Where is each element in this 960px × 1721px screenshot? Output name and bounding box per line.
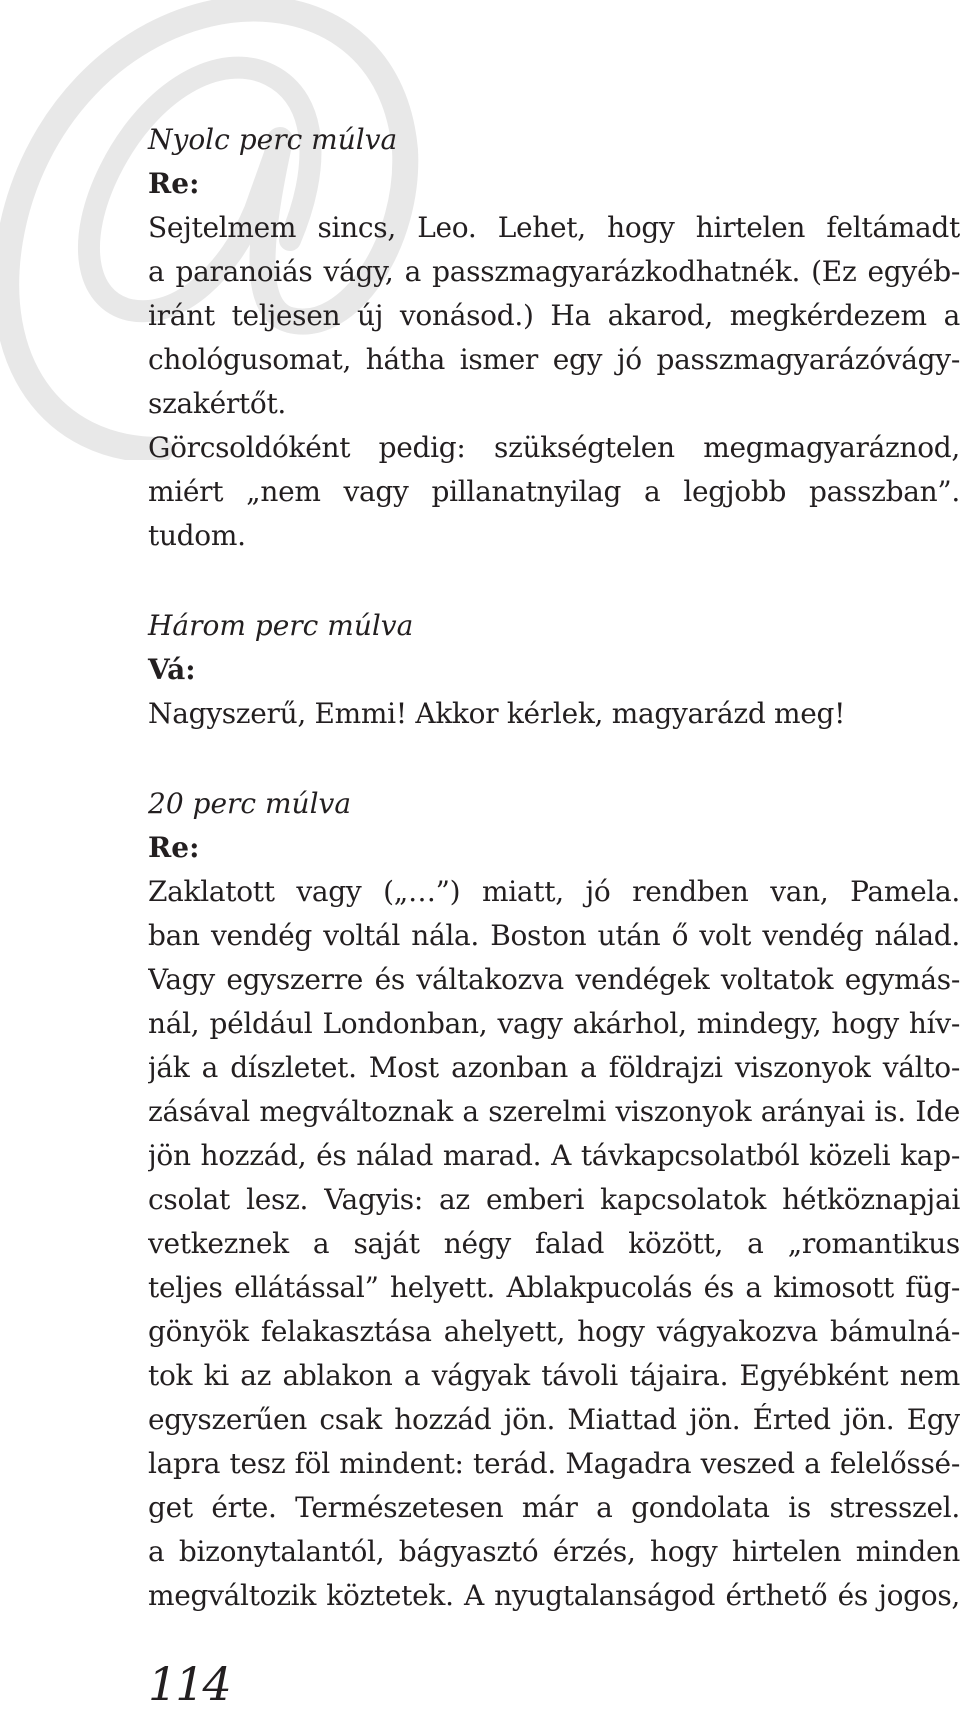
message-line: zásával megváltoznak a szerelmi viszonyok arányai is. Ide — [148, 1095, 960, 1128]
message-line: vetkeznek a saját négy falad között, a „romantikus — [148, 1227, 960, 1260]
message-line: Görcsoldóként pedig: szükségtelen megmagyaráznod, — [148, 431, 960, 464]
message-line: Zaklatott vagy („…”) miatt, jó rendben van, Pamela. — [148, 875, 960, 908]
message-line: lapra tesz föl mindent: terád. Magadra veszed a felelőssé- — [148, 1447, 960, 1480]
message-line: szakértőt. — [148, 387, 286, 420]
message-entry — [148, 118, 960, 558]
message-line: csolat lesz. Vagyis: az emberi kapcsolatok hétköznapjai — [148, 1183, 960, 1216]
message-line: gönyök felakasztása ahelyett, hogy vágyakozva bámulná- — [148, 1315, 960, 1348]
message-line: a bizonytalantól, bágyasztó érzés, hogy hirtelen minden — [148, 1535, 960, 1568]
chat-log — [148, 118, 960, 1618]
message-timestamp: Nyolc perc múlva — [148, 123, 398, 156]
entry-gap — [148, 736, 960, 782]
page-number: 114 — [148, 1657, 230, 1711]
message-sender: Vá: — [148, 653, 196, 686]
message-line: iránt teljesen új vonásod.) Ha akarod, megkérdezem a — [148, 299, 960, 332]
message-timestamp: Három perc múlva — [148, 609, 414, 642]
message-timestamp: 20 perc múlva — [148, 787, 352, 820]
message-line: tudom. — [148, 519, 246, 552]
message-sender: Re: — [148, 167, 200, 200]
message-line: Sejtelmem sincs, Leo. Lehet, hogy hirtelen feltámadt — [148, 211, 960, 244]
message-sender: Re: — [148, 831, 200, 864]
message-line: teljes ellátással” helyett. Ablakpucolás és a kimosott füg- — [148, 1271, 960, 1304]
message-entry — [148, 604, 960, 736]
entry-gap — [148, 558, 960, 604]
message-line: tok ki az ablakon a vágyak távoli tájaira. Egyébként nem — [148, 1359, 960, 1392]
message-line: megváltozik köztetek. A nyugtalanságod érthető és jogos, — [148, 1579, 960, 1612]
message-line: ják a díszletet. Most azonban a földrajzi viszonyok válto- — [148, 1051, 960, 1084]
message-line: jön hozzád, és nálad marad. A távkapcsolatból közeli kap- — [148, 1139, 960, 1172]
message-line: nál, például Londonban, vagy akárhol, mindegy, hogy hív- — [148, 1007, 960, 1040]
message-entry — [148, 782, 960, 1618]
message-line: Nagyszerű, Emmi! Akkor kérlek, magyarázd meg! — [148, 697, 846, 730]
message-line: a paranoiás vágy, a passzmagyarázkodhatnék. (Ez egyéb- — [148, 255, 960, 288]
message-line: ban vendég voltál nála. Boston után ő volt vendég nálad. — [148, 919, 960, 952]
message-line: get érte. Természetesen már a gondolata is stresszel. — [148, 1491, 960, 1524]
message-line: chológusomat, hátha ismer egy jó passzmagyarázóvágy- — [148, 343, 960, 376]
message-line: egyszerűen csak hozzád jön. Miattad jön. Érted jön. Egy — [148, 1403, 960, 1436]
message-line: miért „nem vagy pillanatnyilag a legjobb passzban”. — [148, 475, 960, 508]
message-line: Vagy egyszerre és váltakozva vendégek voltatok egymás- — [148, 963, 960, 996]
